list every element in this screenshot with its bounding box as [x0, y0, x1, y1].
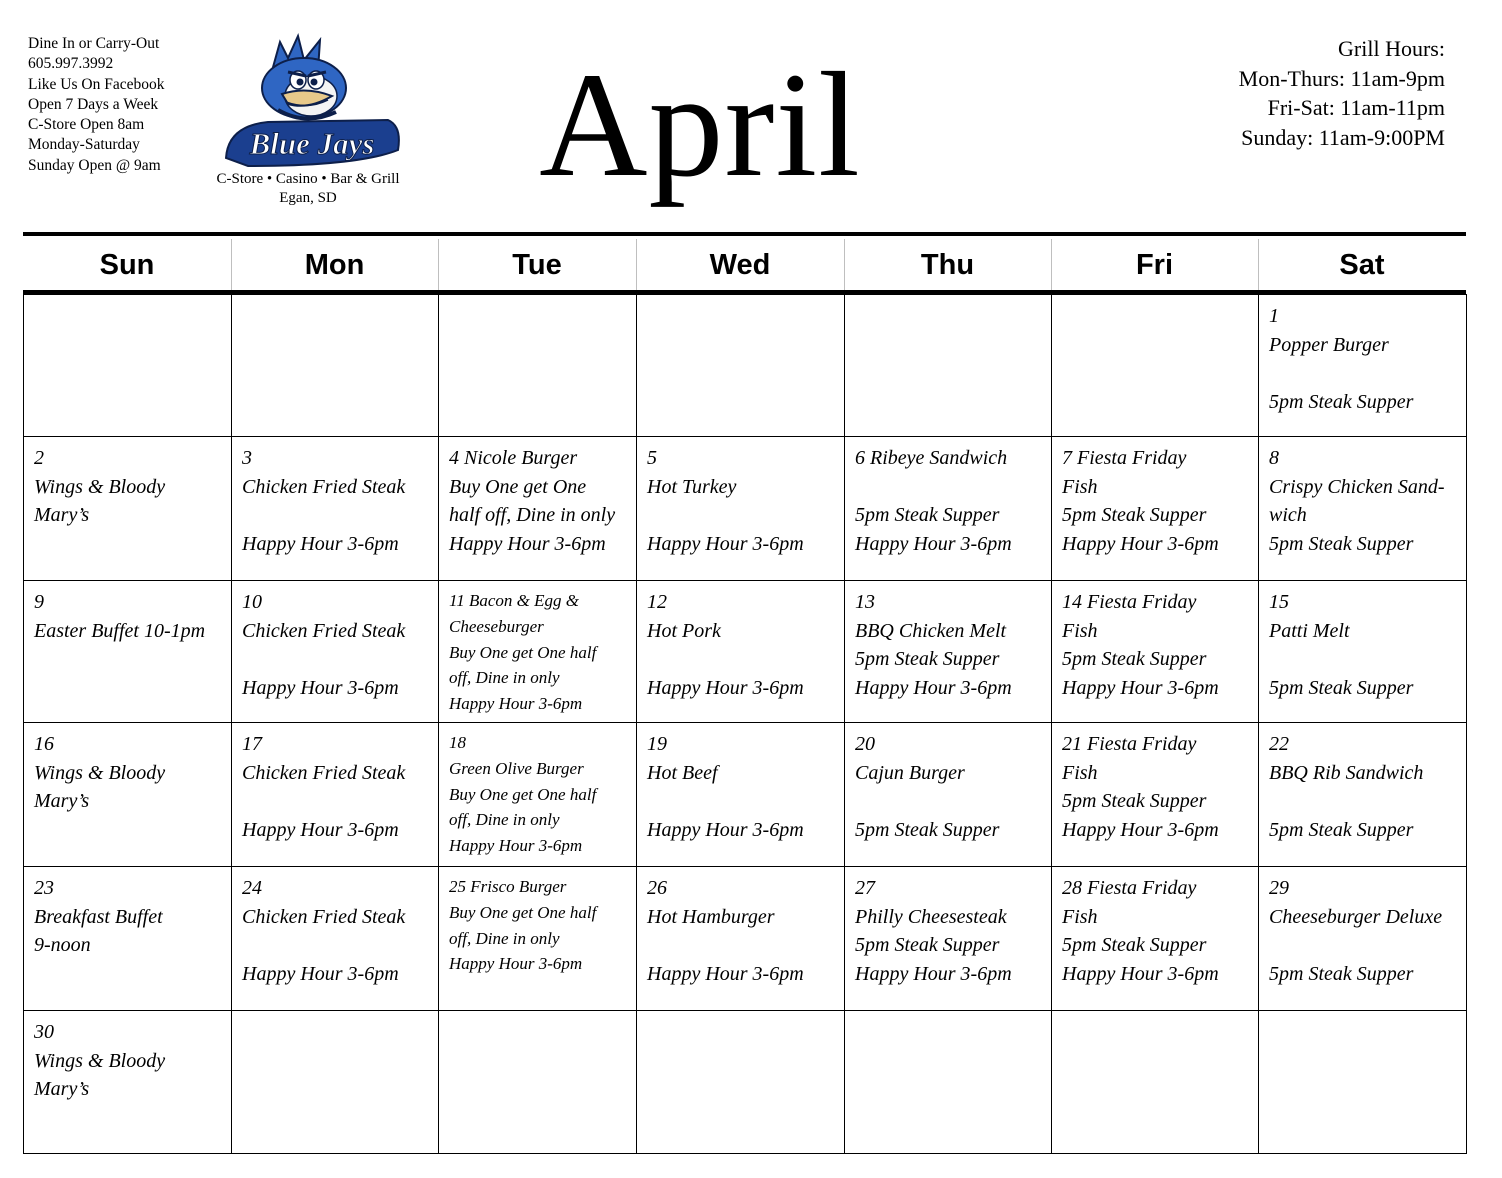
day-cell: [24, 1011, 232, 1154]
logo-tagline: C-Store • Casino • Bar & Grill: [216, 171, 400, 187]
day-event-line: Chicken Fried Steak: [242, 905, 406, 928]
day-number-line: 28 Fiesta Friday: [1062, 877, 1197, 899]
grill-hours-line: Mon-Thurs: 11am-9pm: [1238, 65, 1445, 91]
day-cell: [1052, 723, 1259, 867]
calendar-week-row: [24, 295, 1467, 437]
day-event-line: Hot Pork: [647, 619, 721, 642]
day-cell: [637, 581, 845, 723]
day-event-line: 5pm Steak Supper: [1269, 676, 1414, 699]
day-event-line: Cheeseburger: [449, 616, 544, 636]
day-event-line: Fish: [1062, 475, 1098, 498]
day-number-line: 6 Ribeye Sandwich: [855, 447, 1008, 469]
day-event-line: Popper Burger: [1269, 333, 1389, 356]
day-event-line: 5pm Steak Supper: [855, 504, 1000, 527]
day-event-line: [1269, 931, 1460, 960]
day-event-line: Happy Hour 3-6pm: [647, 962, 804, 985]
day-event-line: half off, Dine in only: [449, 504, 616, 527]
day-cell: [232, 295, 439, 437]
day-cell: [845, 867, 1052, 1011]
day-number-line: 13: [855, 591, 875, 613]
day-cell: [637, 295, 845, 437]
day-event-line: Mary’s: [34, 790, 90, 813]
day-event-line: Cheeseburger Deluxe: [1269, 905, 1443, 928]
day-number-line: 19: [647, 733, 667, 755]
day-event-line: Happy Hour 3-6pm: [647, 818, 804, 841]
day-event-line: Hot Hamburger: [647, 905, 775, 928]
day-event-line: Philly Cheesesteak: [855, 905, 1007, 928]
day-event-line: Patti Melt: [1269, 619, 1350, 642]
day-cell: [232, 867, 439, 1011]
weekday-header-wed: Wed: [709, 249, 771, 281]
weekday-header-sun: Sun: [99, 249, 155, 281]
grill-hours-line: Sunday: 11am-9:00PM: [1241, 124, 1445, 150]
day-cell: [24, 295, 232, 437]
day-event-line: Happy Hour 3-6pm: [242, 676, 399, 699]
store-info-line: Like Us On Facebook: [28, 75, 165, 93]
day-event-line: 5pm Steak Supper: [1269, 390, 1414, 413]
day-event-line: 5pm Steak Supper: [1062, 934, 1207, 957]
day-number-line: 7 Fiesta Friday: [1062, 447, 1187, 469]
day-event-line: Happy Hour 3-6pm: [647, 676, 804, 699]
day-event-line: Wings & Bloody: [34, 475, 166, 498]
grill-hours-line: Fri-Sat: 11am-11pm: [1267, 95, 1445, 120]
day-number-line: 12: [647, 591, 667, 613]
day-cell: [1052, 1011, 1259, 1154]
weekday-divider: [1258, 239, 1259, 293]
weekday-header-tue: Tue: [512, 249, 562, 281]
day-event-line: Breakfast Buffet: [34, 905, 163, 928]
day-number-line: 22: [1269, 733, 1289, 755]
weekday-divider: [231, 239, 232, 293]
day-event-line: 5pm Steak Supper: [855, 818, 1000, 841]
day-event-line: BBQ Chicken Melt: [855, 619, 1007, 642]
calendar-grid: [23, 294, 1467, 1154]
day-event-line: Buy One get One: [449, 475, 587, 498]
day-event-line: [1269, 359, 1460, 388]
day-number-line: 9: [34, 591, 44, 613]
calendar-week-row: [24, 723, 1467, 867]
day-number-line: 30: [34, 1021, 54, 1043]
day-event-line: off, Dine in only: [449, 810, 560, 830]
day-event-line: [242, 931, 432, 960]
calendar-top-rule: [23, 232, 1466, 236]
day-event-line: Chicken Fried Steak: [242, 619, 406, 642]
day-number-line: 29: [1269, 877, 1289, 899]
day-cell: [24, 581, 232, 723]
day-event-line: Fish: [1062, 761, 1098, 784]
weekday-divider: [636, 239, 637, 293]
day-cell: [1052, 867, 1259, 1011]
day-cell: [439, 723, 637, 867]
day-number-line: 23: [34, 877, 54, 899]
store-info-line: Sunday Open @ 9am: [28, 156, 161, 174]
day-event-line: Happy Hour 3-6pm: [855, 676, 1012, 699]
day-event-line: Happy Hour 3-6pm: [1062, 962, 1219, 985]
day-event-line: Happy Hour 3-6pm: [449, 836, 583, 856]
day-cell: [1052, 295, 1259, 437]
weekday-header-thu: Thu: [920, 249, 975, 281]
day-event-line: Chicken Fried Steak: [242, 761, 406, 784]
day-cell: [439, 1011, 637, 1154]
day-event-line: 5pm Steak Supper: [1062, 790, 1207, 813]
day-event-line: [647, 931, 838, 960]
day-number-line: 2: [34, 447, 44, 469]
month-title: April: [539, 42, 861, 208]
day-event-line: BBQ Rib Sandwich: [1269, 761, 1424, 784]
day-event-line: [242, 501, 432, 530]
day-event-line: [1269, 645, 1460, 674]
day-event-line: Buy One get One half: [449, 902, 597, 922]
day-number-line: 16: [34, 733, 54, 755]
day-cell: [845, 295, 1052, 437]
day-number-line: 1: [1269, 305, 1279, 327]
day-event-line: 5pm Steak Supper: [1269, 818, 1414, 841]
day-event-line: Happy Hour 3-6pm: [449, 954, 583, 974]
day-event-line: 5pm Steak Supper: [1269, 532, 1414, 555]
day-cell: [439, 581, 637, 723]
day-number-line: 21 Fiesta Friday: [1062, 733, 1197, 755]
day-event-line: Mary’s: [34, 1078, 90, 1101]
day-cell: [1259, 1011, 1467, 1154]
store-info-line: Monday-Saturday: [28, 136, 140, 154]
calendar-week-row: [24, 1011, 1467, 1154]
day-event-line: 5pm Steak Supper: [855, 934, 1000, 957]
day-cell: [24, 723, 232, 867]
day-number-line: 24: [242, 877, 262, 899]
day-event-line: Happy Hour 3-6pm: [1062, 532, 1219, 555]
day-cell: [439, 295, 637, 437]
day-event-line: Happy Hour 3-6pm: [449, 694, 583, 714]
day-event-line: 5pm Steak Supper: [855, 648, 1000, 671]
day-event-line: 5pm Steak Supper: [1269, 962, 1414, 985]
day-event-line: Fish: [1062, 905, 1098, 928]
day-number-line: 14 Fiesta Friday: [1062, 591, 1197, 613]
day-event-line: 5pm Steak Supper: [1062, 648, 1207, 671]
day-number-line: 4 Nicole Burger: [449, 447, 578, 469]
day-event-line: Wings & Bloody: [34, 761, 166, 784]
logo-location: Egan, SD: [279, 190, 337, 206]
day-event-line: Happy Hour 3-6pm: [855, 962, 1012, 985]
store-info-line: Dine In or Carry-Out: [28, 35, 160, 52]
day-cell: [1259, 867, 1467, 1011]
day-cell: [1052, 581, 1259, 723]
day-event-line: wich: [1269, 504, 1307, 527]
weekday-divider: [1051, 239, 1052, 293]
day-event-line: [242, 645, 432, 674]
day-number-line: 5: [647, 447, 657, 469]
day-event-line: Happy Hour 3-6pm: [449, 532, 606, 555]
day-event-line: Happy Hour 3-6pm: [1062, 676, 1219, 699]
logo-wordmark: Blue Jays: [249, 126, 375, 161]
day-event-line: Buy One get One half: [449, 784, 597, 804]
day-event-line: [1269, 787, 1460, 816]
day-event-line: off, Dine in only: [449, 928, 560, 948]
day-event-line: Happy Hour 3-6pm: [855, 532, 1012, 555]
weekday-divider: [844, 239, 845, 293]
day-event-line: Happy Hour 3-6pm: [242, 962, 399, 985]
day-event-line: Wings & Bloody: [34, 1049, 166, 1072]
day-event-line: [647, 501, 838, 530]
day-event-line: 5pm Steak Supper: [1062, 504, 1207, 527]
day-cell: [439, 867, 637, 1011]
day-cell: [845, 437, 1052, 581]
day-cell: [845, 1011, 1052, 1154]
day-event-line: Fish: [1062, 619, 1098, 642]
day-cell: [232, 1011, 439, 1154]
day-cell: [232, 723, 439, 867]
calendar-week-row: [24, 437, 1467, 581]
day-cell: [1052, 437, 1259, 581]
day-event-line: Hot Beef: [647, 761, 718, 784]
store-info-line: 605.997.3992: [28, 55, 114, 73]
store-info-line: C-Store Open 8am: [28, 116, 145, 134]
day-number-line: 3: [242, 447, 252, 469]
day-event-line: Happy Hour 3-6pm: [647, 532, 804, 555]
day-event-line: Green Olive Burger: [449, 758, 584, 778]
weekday-divider: [438, 239, 439, 293]
day-cell: [232, 437, 439, 581]
day-cell: [637, 1011, 845, 1154]
day-cell: [1259, 581, 1467, 723]
grill-hours: [1239, 34, 1445, 152]
day-number-line: 8: [1269, 447, 1279, 469]
day-cell: [1259, 723, 1467, 867]
day-cell: [1259, 295, 1467, 437]
day-cell: [24, 867, 232, 1011]
grill-hours-line: Grill Hours:: [1338, 36, 1445, 61]
day-event-line: Buy One get One half: [449, 642, 597, 662]
day-cell: [232, 581, 439, 723]
day-cell: [439, 437, 637, 581]
day-event-line: off, Dine in only: [449, 668, 560, 688]
day-number-line: 10: [242, 591, 262, 613]
day-number-line: 15: [1269, 591, 1289, 613]
day-cell: [637, 723, 845, 867]
day-cell: [637, 867, 845, 1011]
day-event-line: Chicken Fried Steak: [242, 475, 406, 498]
day-event-line: Mary’s: [34, 504, 90, 527]
day-number-line: 27: [855, 877, 875, 899]
day-event-line: [855, 787, 1045, 816]
day-event-line: [855, 473, 1045, 502]
day-cell: [637, 437, 845, 581]
day-event-line: Crispy Chicken Sand-: [1269, 475, 1445, 498]
day-cell: [1259, 437, 1467, 581]
day-event-line: Cajun Burger: [855, 761, 965, 784]
day-event-line: Happy Hour 3-6pm: [1062, 818, 1219, 841]
day-number-line: 17: [242, 733, 262, 755]
calendar-week-row: [24, 581, 1467, 723]
day-event-line: Happy Hour 3-6pm: [242, 818, 399, 841]
day-number-line: 11 Bacon & Egg &: [449, 591, 579, 610]
day-event-line: Hot Turkey: [647, 475, 737, 498]
calendar-week-row: [24, 867, 1467, 1011]
store-info-line: Open 7 Days a Week: [28, 95, 159, 113]
weekday-header-fri: Fri: [1135, 249, 1174, 281]
day-cell: [845, 581, 1052, 723]
weekday-header-mon: Mon: [304, 249, 365, 281]
day-event-line: 9-noon: [34, 934, 91, 957]
weekday-header-sat: Sat: [1339, 249, 1385, 281]
day-cell: [845, 723, 1052, 867]
day-event-line: Easter Buffet 10-1pm: [34, 619, 206, 642]
day-event-line: [242, 787, 432, 816]
day-number-line: 20: [855, 733, 875, 755]
day-number-line: 18: [449, 733, 466, 752]
day-number-line: 26: [647, 877, 667, 899]
day-event-line: [647, 645, 838, 674]
day-event-line: Happy Hour 3-6pm: [242, 532, 399, 555]
day-cell: [24, 437, 232, 581]
day-number-line: 25 Frisco Burger: [449, 877, 567, 896]
day-event-line: [647, 787, 838, 816]
